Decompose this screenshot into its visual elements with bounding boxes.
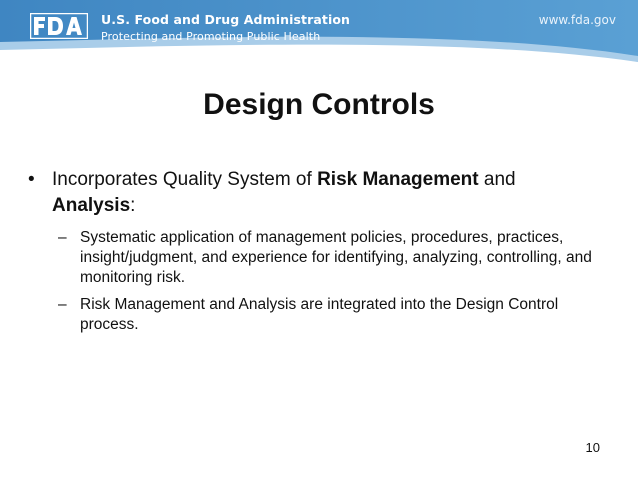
slide-title: Design Controls [203, 88, 435, 121]
header-banner [0, 0, 638, 78]
bullet-text-middle: and [478, 169, 516, 190]
sub-bullet-text: Risk Management and Analysis are integrated into the Design Control process. [80, 296, 559, 333]
slide-content [28, 167, 598, 342]
bullet-bold-risk-management: Risk Management [317, 169, 479, 190]
agency-tagline: Protecting and Promoting Public Health [101, 30, 321, 43]
bullet-text-start: Incorporates Quality System of [52, 169, 318, 190]
sub-bullet-item [28, 295, 598, 335]
agency-name: U.S. Food and Drug Administration [101, 12, 351, 27]
bullet-marker: • [28, 169, 35, 190]
sub-bullet-marker: – [58, 229, 67, 246]
bullet-bold-analysis: Analysis [52, 195, 131, 216]
sub-bullet-list [28, 228, 598, 335]
website-url: www.fda.gov [538, 13, 616, 27]
page-number: 10 [585, 440, 600, 455]
sub-bullet-text: Systematic application of management policies, procedures, practices, insight/judgment, and experience for identifying, analyzing, controlling, and monitoring risk. [80, 229, 592, 286]
sub-bullet-item [28, 228, 598, 288]
sub-bullet-marker: – [58, 296, 67, 313]
bullet-text-end: : [130, 195, 136, 216]
fda-logo [30, 13, 88, 39]
bullet-item [28, 167, 598, 219]
